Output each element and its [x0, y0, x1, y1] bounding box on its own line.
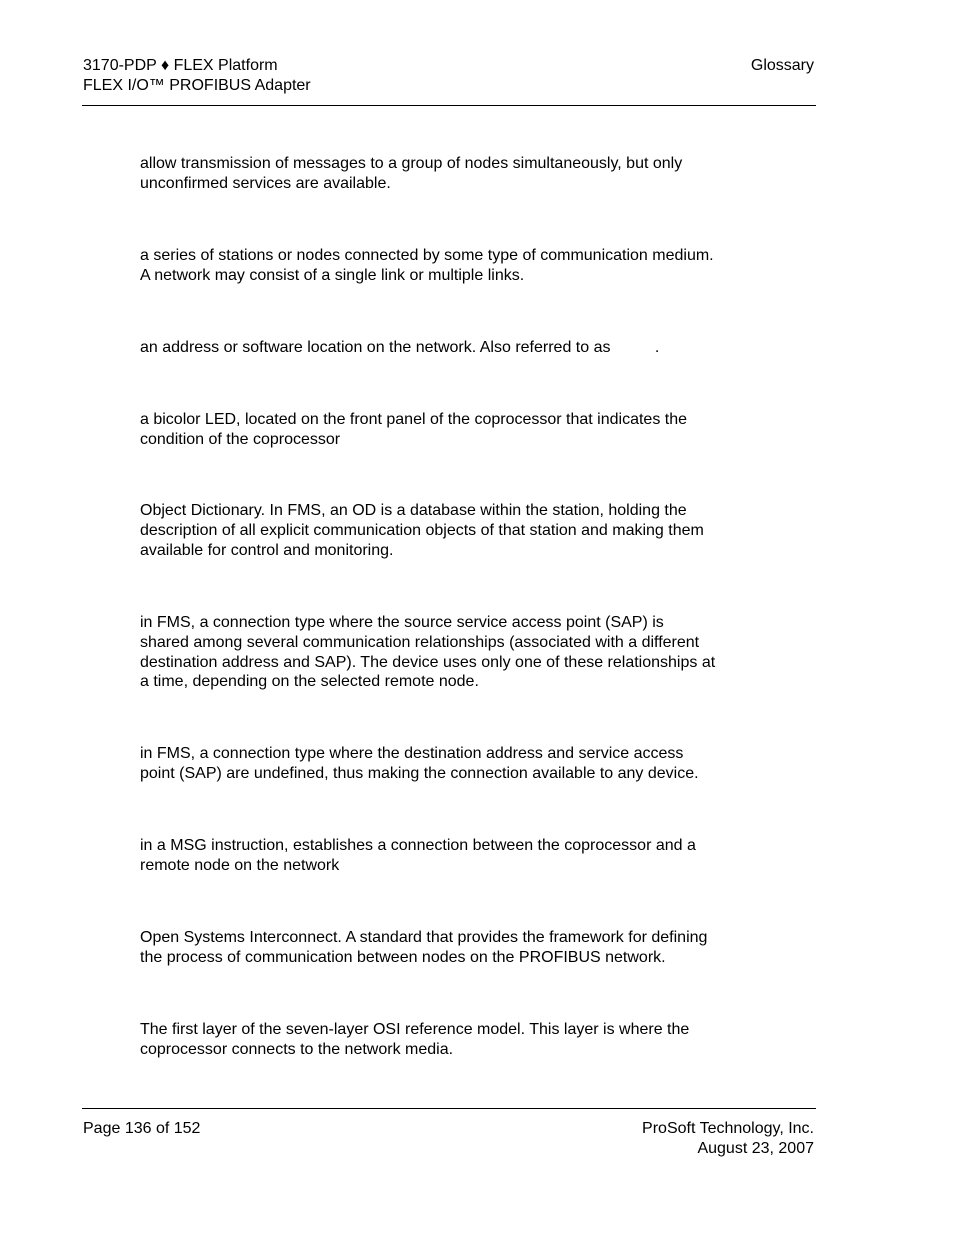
- definition-line: a series of stations or nodes connected by some type of communication medium.: [140, 247, 714, 264]
- definition-line: coprocessor connects to the network media.: [140, 1040, 454, 1058]
- header-product-name: FLEX I/O™ PROFIBUS Adapter: [83, 76, 311, 94]
- definition-text: [140, 744, 770, 784]
- definition-line: an address or software location on the network. Also referred to as .: [140, 339, 660, 356]
- definition-text: [140, 613, 770, 692]
- header-section-title: Glossary: [750, 57, 814, 74]
- definition-text: [140, 1020, 770, 1060]
- definition-line: allow transmission of messages to a group of nodes simultaneously, but only: [140, 155, 683, 172]
- footer-date: August 23, 2007: [697, 1139, 814, 1157]
- definition-line: destination address and SAP). The device uses only one of these relationships at: [140, 653, 716, 671]
- header-product-info: [83, 56, 311, 95]
- definition-line: in FMS, a connection type where the source service access point (SAP) is: [140, 614, 664, 631]
- definition-line: The first layer of the seven-layer OSI reference model. This layer is where the: [140, 1021, 690, 1038]
- definition-text: [140, 501, 770, 560]
- definition-line: Object Dictionary. In FMS, an OD is a database within the station, holding the: [140, 502, 687, 519]
- header-product-line: 3170-PDP ♦ FLEX Platform: [83, 57, 278, 74]
- definition-text: [140, 246, 770, 286]
- footer-company-info: [642, 1119, 814, 1158]
- definition-line: description of all explicit communication objects of that station and making them: [140, 521, 704, 539]
- definition-line: Open Systems Interconnect. A standard that provides the framework for defining: [140, 929, 708, 946]
- footer-divider: [82, 1108, 816, 1109]
- definition-line: in FMS, a connection type where the destination address and service access: [140, 745, 684, 762]
- page-number: Page 136 of 152: [83, 1120, 201, 1137]
- definition-line: remote node on the network: [140, 856, 340, 874]
- definition-line: the process of communication between nodes on the PROFIBUS network.: [140, 948, 666, 966]
- definition-line: in a MSG instruction, establishes a connection between the coprocessor and a: [140, 837, 696, 854]
- definition-text: [140, 410, 770, 450]
- definition-line: condition of the coprocessor: [140, 430, 341, 448]
- definition-line: point (SAP) are undefined, thus making the connection available to any device.: [140, 764, 699, 782]
- footer-company: ProSoft Technology, Inc.: [642, 1120, 814, 1137]
- definition-text: [140, 154, 770, 194]
- definition-line: shared among several communication relationships (associated with a different: [140, 633, 700, 651]
- definition-line: available for control and monitoring.: [140, 541, 394, 559]
- header-divider: [82, 105, 816, 106]
- definition-line: a time, depending on the selected remote node.: [140, 673, 479, 691]
- definition-line: a bicolor LED, located on the front panel of the coprocessor that indicates the: [140, 411, 687, 428]
- definition-line: A network may consist of a single link or multiple links.: [140, 266, 525, 284]
- definition-text: [140, 338, 770, 358]
- definition-text: [140, 928, 770, 968]
- definition-line: unconfirmed services are available.: [140, 174, 391, 192]
- definition-text: [140, 836, 770, 876]
